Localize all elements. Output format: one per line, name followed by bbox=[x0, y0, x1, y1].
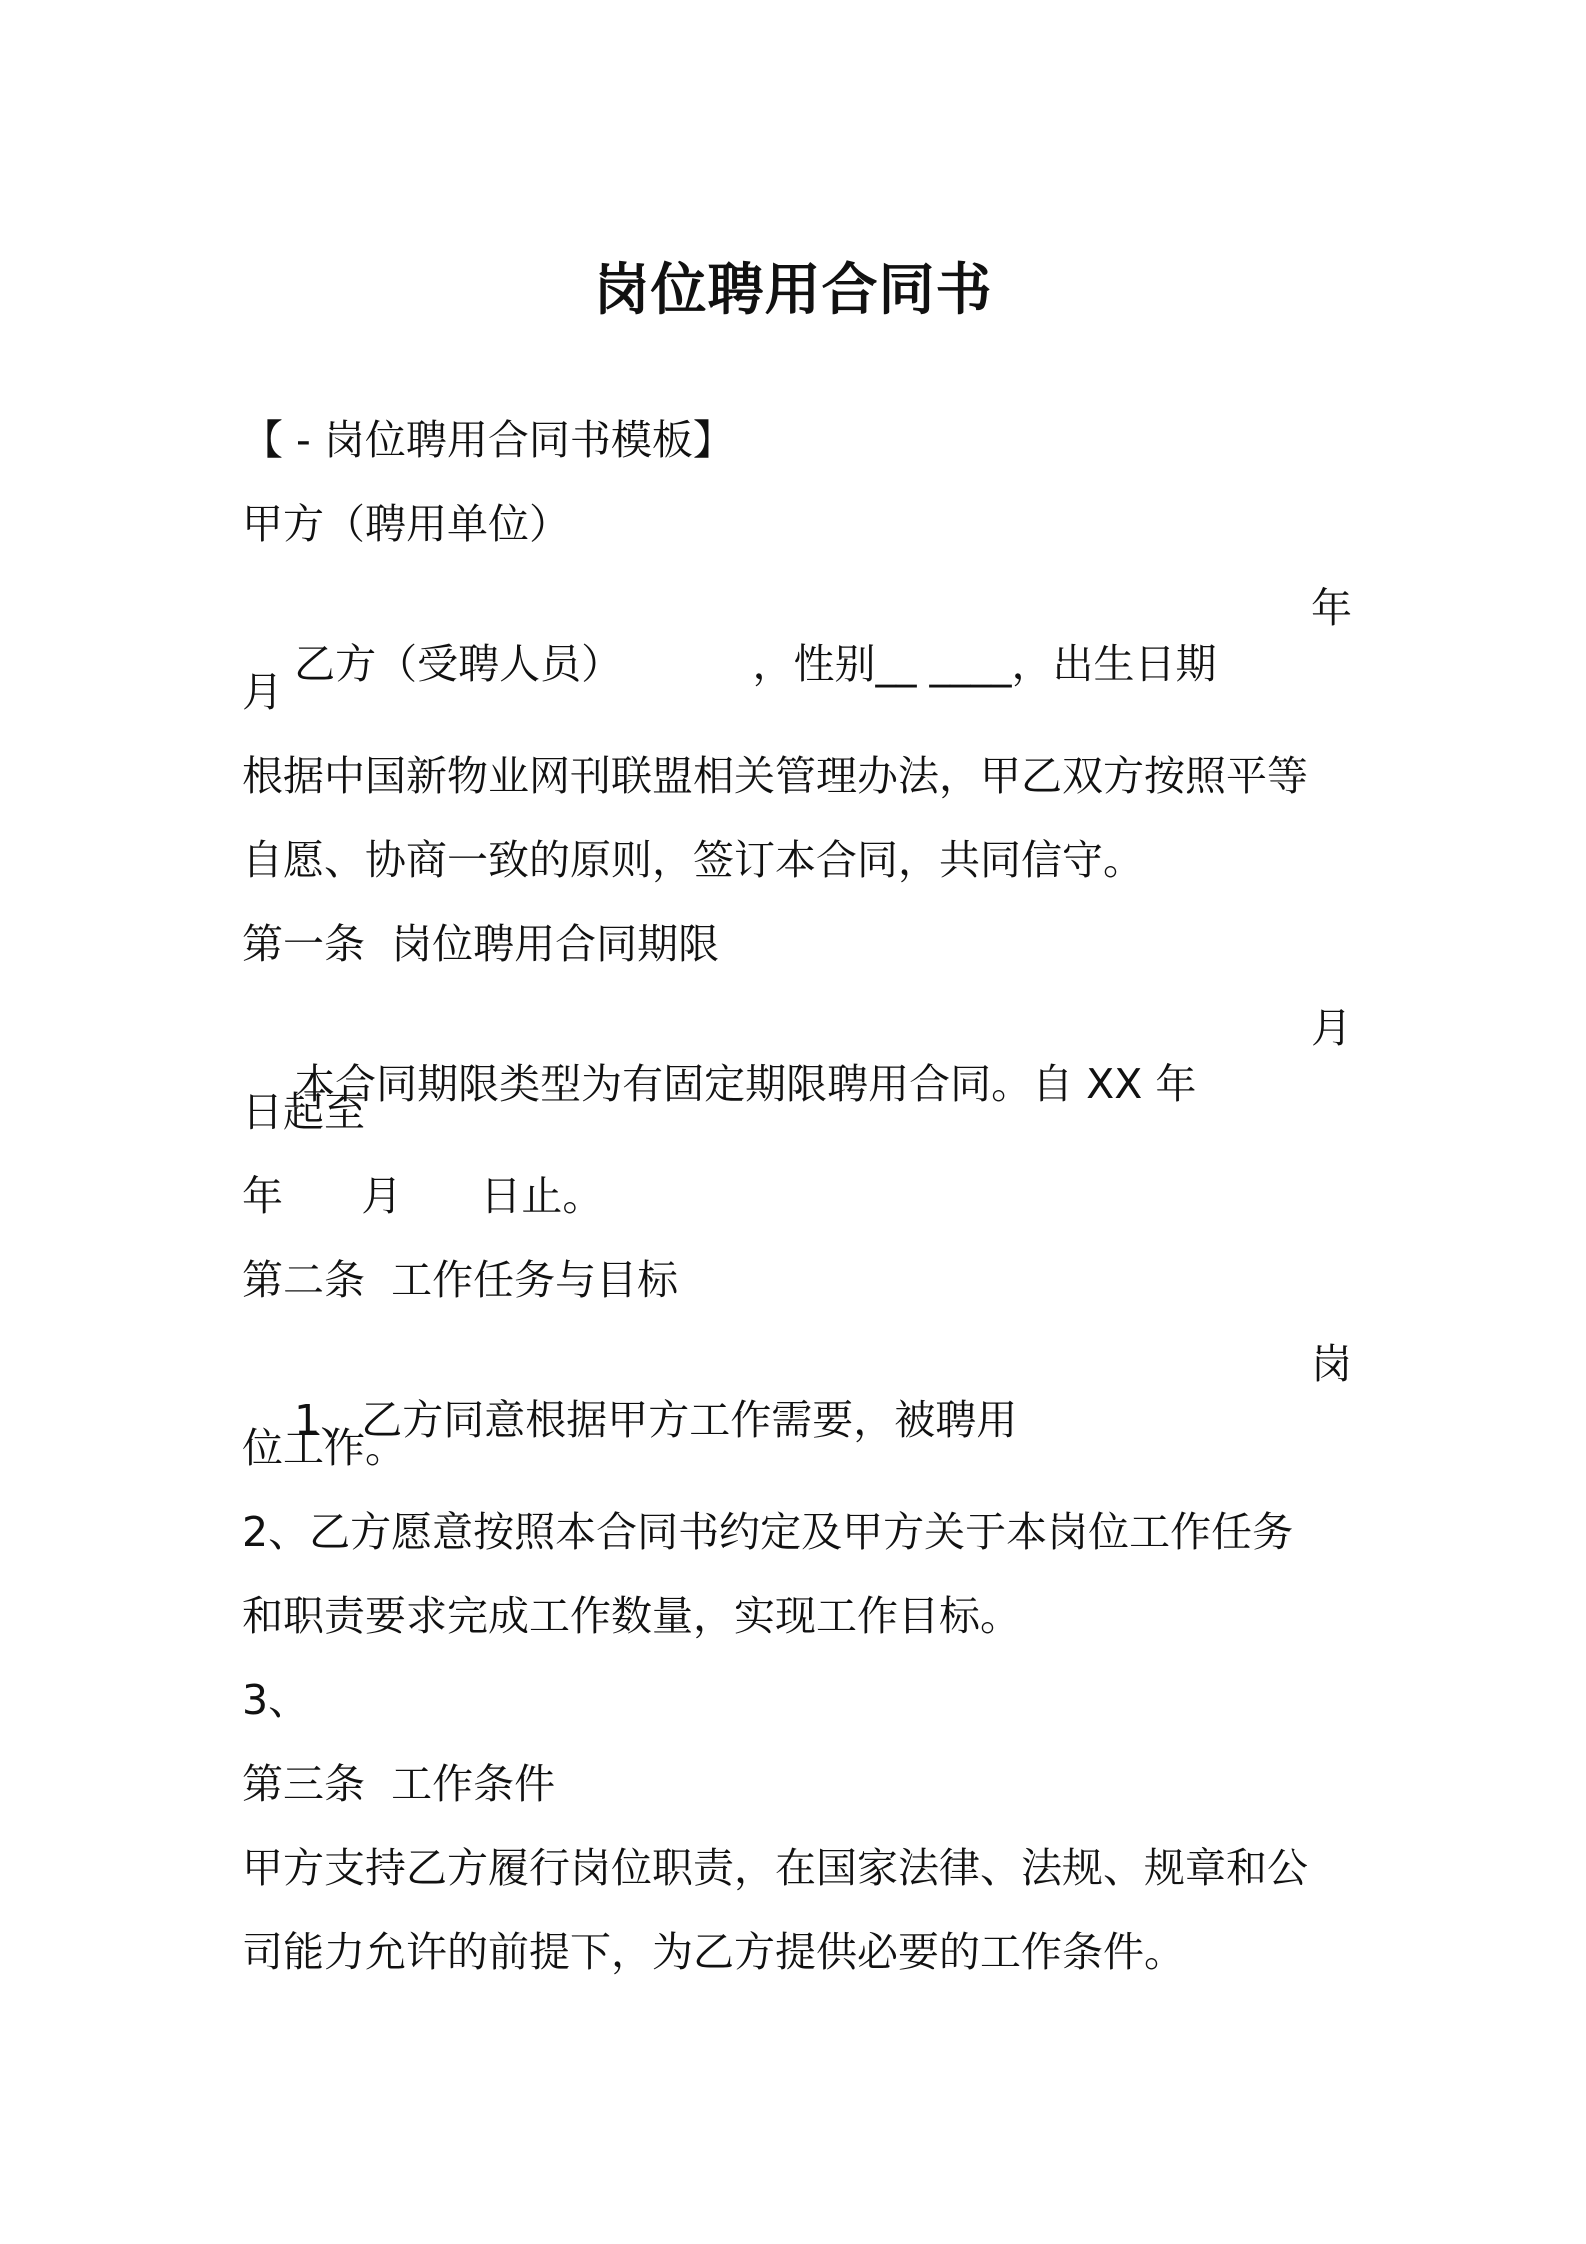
intro-paragraph-line-2: 自愿、协商一致的原则，签订本合同，共同信守。 bbox=[242, 836, 1144, 884]
duty-1-text: 1、乙方同意根据甲方工作需要，被聘用 bbox=[294, 1396, 1018, 1444]
duty-2-line-2: 和职责要求完成工作数量，实现工作目标。 bbox=[242, 1592, 1021, 1640]
conditions-line-1: 甲方支持乙方履行岗位职责，在国家法律、法规、规章和公 bbox=[242, 1844, 1308, 1892]
duty-1-continuation: 位工作。 bbox=[242, 1424, 406, 1472]
conditions-line-2: 司能力允许的前提下，为乙方提供必要的工作条件。 bbox=[242, 1928, 1185, 1976]
term-month: 月 bbox=[1311, 1004, 1352, 1052]
party-a-line: 甲方（聘用单位） bbox=[242, 500, 570, 548]
duty-2-line-1: 2、乙方愿意按照本合同书约定及甲方关于本岗位工作任务 bbox=[242, 1508, 1294, 1556]
term-text: 本合同期限类型为有固定期限聘用合同。自 XX 年 bbox=[294, 1060, 1197, 1108]
duty-3-line: 3、 bbox=[242, 1676, 310, 1724]
article-3-heading: 第三条 工作条件 bbox=[242, 1760, 556, 1808]
article-1-heading: 第一条 岗位聘用合同期限 bbox=[242, 920, 720, 968]
template-heading: 【 - 岗位聘用合同书模板】 bbox=[242, 416, 734, 464]
intro-paragraph-line-1: 根据中国新物业网刊联盟相关管理办法，甲乙双方按照平等 bbox=[242, 752, 1308, 800]
article-2-heading: 第二条 工作任务与目标 bbox=[242, 1256, 679, 1304]
document-title: 岗位聘用合同书 bbox=[593, 258, 993, 323]
duty-1-post: 岗 bbox=[1311, 1340, 1352, 1388]
term-end-line: 年 月 日止。 bbox=[242, 1172, 604, 1220]
party-b-year: 年 bbox=[1311, 584, 1352, 632]
party-b-text: 乙方（受聘人员） ，性别__ ____，出生日期 bbox=[294, 640, 1217, 688]
term-start-line: 日起至 bbox=[242, 1088, 365, 1136]
birth-month-line: 月 bbox=[242, 668, 283, 716]
